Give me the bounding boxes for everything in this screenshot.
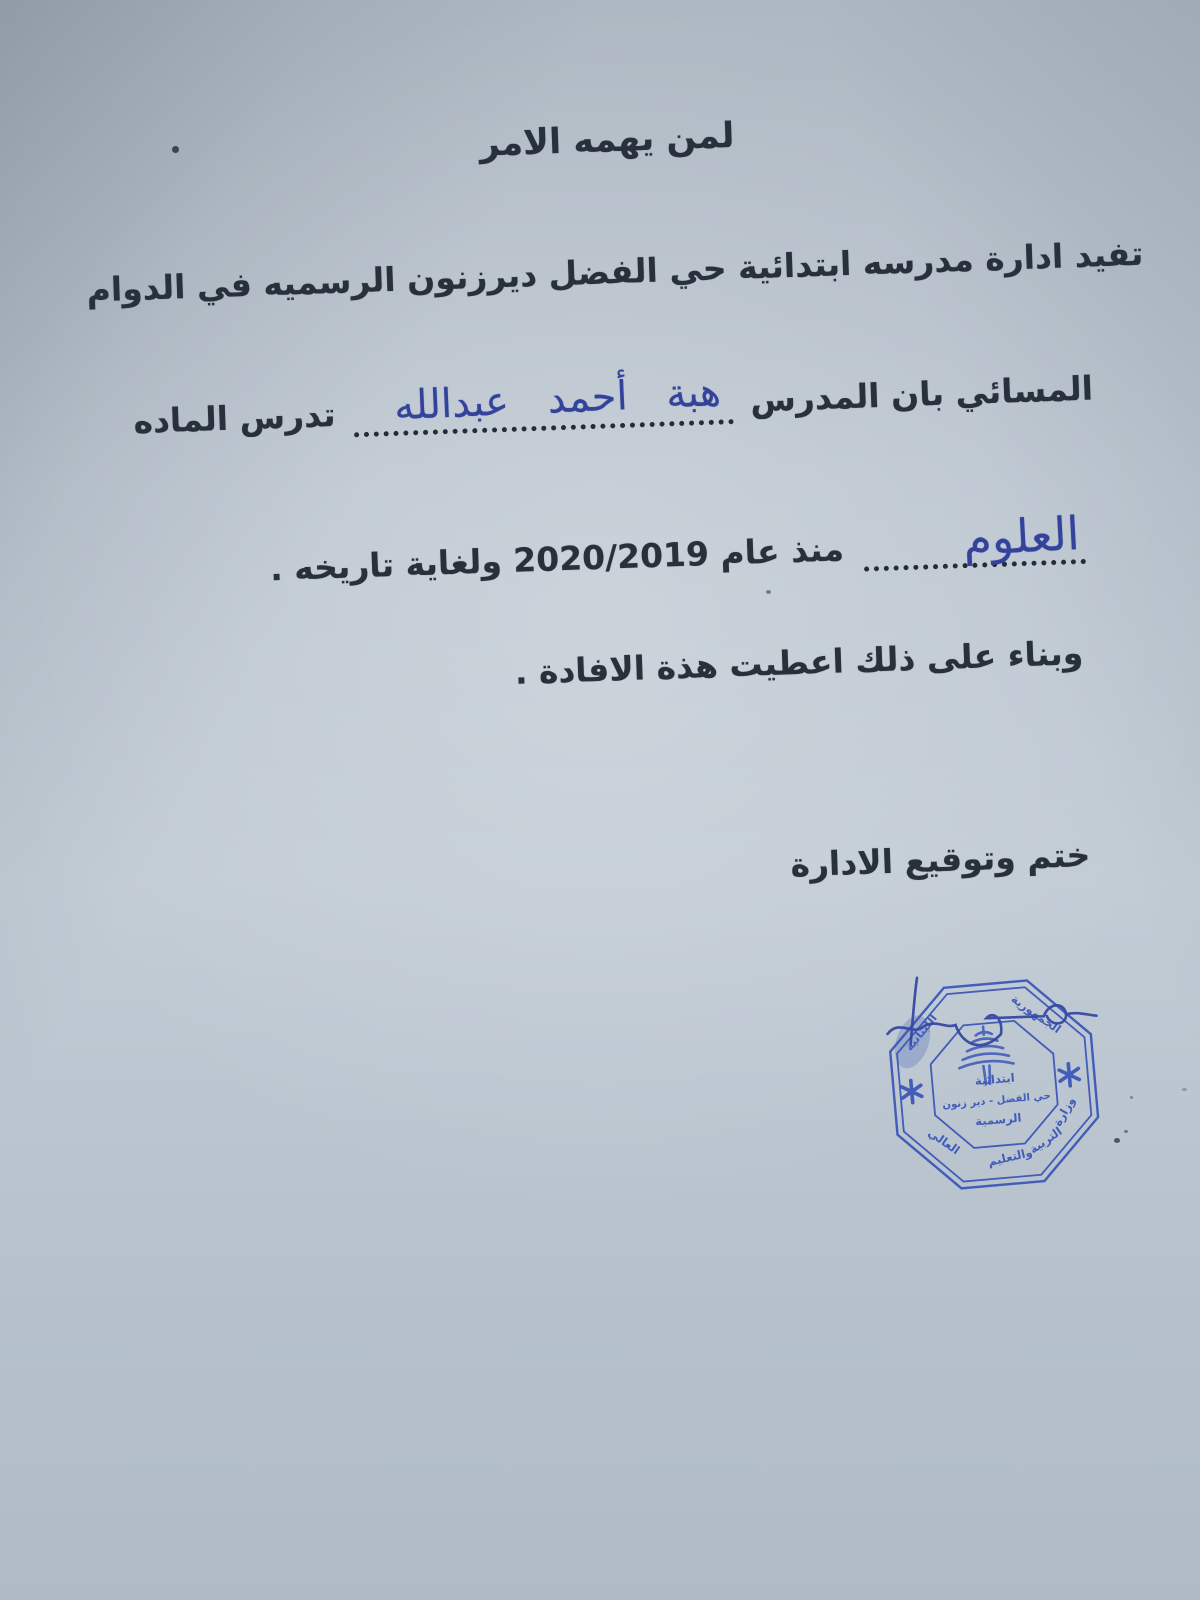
subject-dotted-blank (862, 506, 1086, 572)
stamp-center-line-elementary: ابتدائية (974, 1070, 1016, 1089)
stamp-top-arc-word-lebanese: اللبنانية (901, 1011, 940, 1054)
star-icon-left (901, 1080, 922, 1104)
line-3-text: منذ عام 2020/2019 ولغاية تاريخه . (269, 529, 845, 589)
teacher-name-handwriting: هبة أحمد عبدالله (392, 369, 722, 430)
stamp-center-line-school-name: حي الفضل - دير زنون (941, 1090, 1052, 1112)
paper-speck (1130, 1096, 1133, 1099)
paper-speck (1114, 1138, 1120, 1143)
paper-speck (766, 590, 771, 594)
letter-line-2 (133, 367, 1094, 445)
line-2-prefix: المسائي بان المدرس (749, 368, 1094, 420)
teacher-name-dotted-blank (352, 369, 733, 437)
paper-speck (1124, 1130, 1128, 1133)
star-icon-right (1059, 1063, 1080, 1087)
stamp-bottom-arc-word-education: التربية (1026, 1124, 1065, 1157)
stamp-top-arc-word-republic: الجمهورية (1008, 991, 1064, 1037)
admin-stamp (868, 959, 1119, 1210)
stamp-bottom-arc-word-ministry: وزارة (1050, 1094, 1079, 1129)
subject-handwriting: العلوم (961, 506, 1081, 567)
stamp-bottom-arc-word-higher: العالي (925, 1125, 963, 1158)
stamp-signature-label: ختم وتوقيع الادارة (789, 834, 1091, 885)
stamp-center-line-official: الرسمية (974, 1110, 1023, 1129)
ink-dot (172, 146, 179, 153)
letter-heading: لمن يهمه الامر (478, 115, 736, 165)
paper-speck (1182, 1088, 1187, 1091)
line-2-suffix: تدرس الماده (132, 395, 337, 442)
letter-line-4: وبناء على ذلك اعطيت هذة الافادة . (514, 633, 1084, 692)
stamp-bottom-arc-word-and-teaching: والتعليم (986, 1145, 1034, 1169)
letter-line-1: تفيد ادارة مدرسه ابتدائية حي الفضل ديرزنون الرسميه في الدوام (85, 233, 1144, 310)
letter-line-3 (269, 506, 1086, 592)
